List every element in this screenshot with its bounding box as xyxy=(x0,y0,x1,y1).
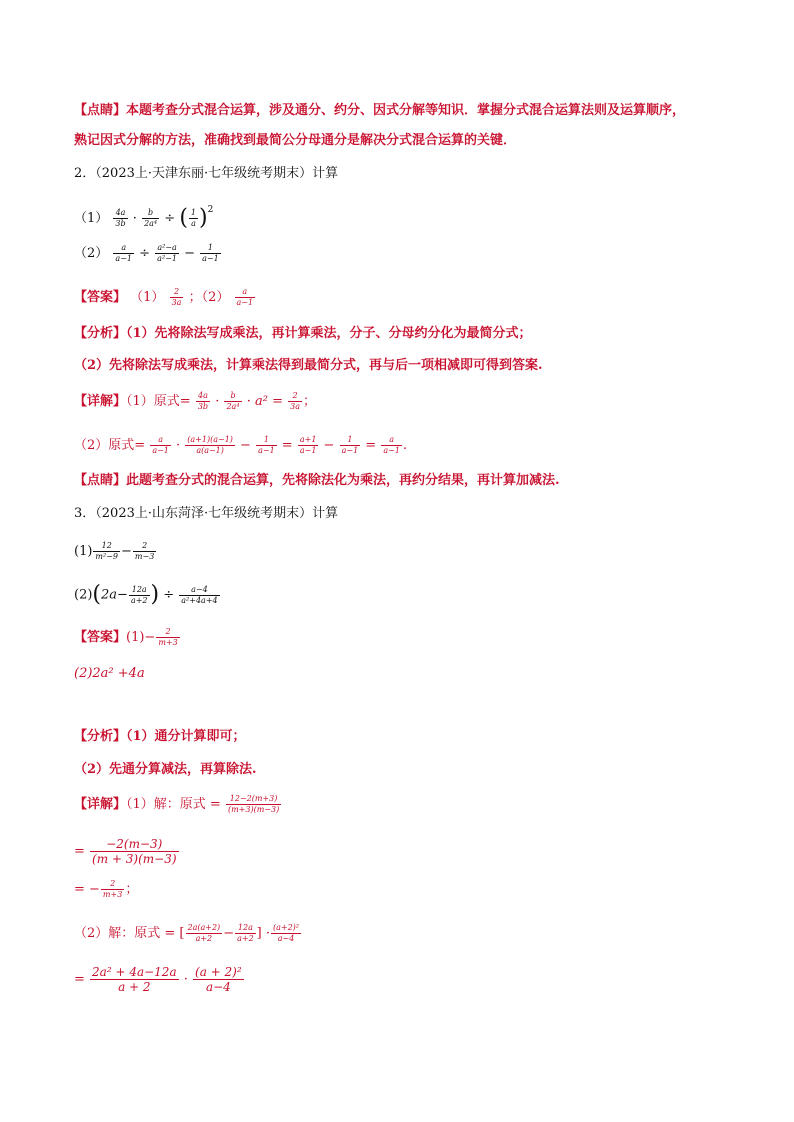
q2-analysis-line1: 【分析】（1）先将除法写成乘法，再计算乘法，分子、分母约分化为最简分式； xyxy=(74,326,532,341)
q2-detail-2: （2）原式= $\frac{a}{a-1}$ · $\frac{(a+1)(a-1)}{a(a-1)}$ − $\frac{1}{a-1}$ = $\frac{a+1}{a-1}$ − $\frac{1}{a-1}$ = $\frac{a}{a-1}$ . xyxy=(74,435,408,455)
q2-p2-frac2: $\frac{\text{a²−a}}{\text{a²−1}}$ xyxy=(157,243,177,263)
q2-part2: （2） $\frac{a}{a-1}$ ÷ $\frac{\text{a²−a}}{\text{a²−1}}$ − $\frac{1}{a-1}$ xyxy=(74,243,219,263)
q3-detail-2: = $\frac{-2(m-3)}{(m + 3)(m-3)}$ xyxy=(74,837,177,866)
q2-part2-label: （2） xyxy=(74,246,109,261)
q2-detail-1: 【详解】（1）原式= $\frac{4a}{3b}$ · $\frac{b}{\text{2a⁴}}$ · a² = $\frac{2}{3a}$ ； xyxy=(74,391,316,411)
dianjing-tag: 【点睛】 xyxy=(74,103,127,118)
q3-part1: (1) $\frac{12}{\text{m²−9}}$ − $\frac{2}{m-3}$ xyxy=(74,541,155,561)
q3-detail-4: （2）解：原式 = [ $\frac{2a(a+2)}{a+2}$ − $\frac{12a}{a+2}$ ] · $\frac{\text{(a+2)²}}{a-4}$ xyxy=(74,923,300,943)
q2-p2-frac3: $\frac{1}{a-1}$ xyxy=(202,243,219,263)
q3-detail-1: 【详解】（1）解：原式 = $\frac{12-2(m+3)}{(m+3)(m-3)}$ xyxy=(74,794,280,814)
q2-p1-dot: · xyxy=(132,211,137,226)
q2-p1-div: ÷ xyxy=(164,211,176,226)
q2-part1-label: （1） xyxy=(74,211,109,226)
dianjing-paragraph-line1 xyxy=(74,101,685,121)
q3-analysis-tag: 【分析】 xyxy=(74,729,127,744)
dianjing-text-b: 熟记因式分解的方法，准确找到最简公分母通分是解决分式混合运算的关键． xyxy=(74,133,517,148)
q3-title: 3．（2023上·山东菏泽·七年级统考期末）计算 xyxy=(74,506,339,521)
q2-dianjing-tag: 【点睛】 xyxy=(74,473,127,488)
q2-detail-tag: 【详解】 xyxy=(74,394,127,409)
q3-detail-tag: 【详解】 xyxy=(74,797,127,812)
q2-p1-frac2: $\frac{b}{\text{2a⁴}}$ xyxy=(144,208,158,228)
q2-p1-frac3: $\frac{1}{a}$ xyxy=(190,208,197,228)
q2-answer: 【答案】 （1） $\frac{2}{3a}$ ；（2） $\frac{a}{a-1}$ xyxy=(74,287,254,307)
dianjing-paragraph-line2 xyxy=(74,131,516,151)
q3-answer-1: 【答案】(1)− $\frac{2}{m+3}$ xyxy=(74,627,178,647)
q2-analysis-line2: （2）先将除法写成乘法，计算乘法得到最简分式，再与后一项相减即可得到答案. xyxy=(74,358,543,373)
q3-analysis-line2: （2）先通分算减法，再算除法. xyxy=(74,762,257,777)
q2-answer-frac2: $\frac{a}{a-1}$ xyxy=(236,287,254,307)
q3-detail-3: = − $\frac{2}{m+3}$ ； xyxy=(74,879,139,899)
q2-answer-frac1: $\frac{2}{3a}$ xyxy=(171,287,182,307)
dianjing-text-a: 本题考查分式混合运算，涉及通分、约分、因式分解等知识．掌握分式混合运算法则及运算顺序， xyxy=(126,103,686,118)
q2-title: 2．（2023上·天津东丽·七年级统考期末）计算 xyxy=(74,166,339,181)
q2-p1-exp: 2 xyxy=(207,205,214,215)
q2-answer-tag: 【答案】 xyxy=(74,290,127,305)
q3-detail-5: = $\frac{\text{2a² + 4a−12a}}{a + 2}$ · $\frac{\text{(a + 2)²}}{a-4}$ xyxy=(74,965,242,994)
q2-dianjing: 【点睛】此题考查分式的混合运算，先将除法化为乘法，再约分结果，再计算加减法. xyxy=(74,473,560,488)
q3-analysis-line1: 【分析】（1）通分计算即可； xyxy=(74,729,246,744)
q3-part2: (2)(2a− $\frac{12a}{a+2}$ ) ÷ $\frac{a-4}{\text{a²+4a+4}}$ xyxy=(74,582,218,607)
q3-answer-2: (2)2a² +4a xyxy=(74,666,145,681)
q2-part1: （1） $\frac{4a}{3b}$ · $\frac{b}{\text{2a⁴}}$ ÷ ( $\frac{1}{a}$ )$^2$ xyxy=(74,205,214,231)
q2-analysis-tag: 【分析】 xyxy=(74,326,127,341)
q2-p2-frac1: $\frac{a}{a-1}$ xyxy=(115,243,132,263)
q2-p1-frac1: $\frac{4a}{3b}$ xyxy=(115,208,126,228)
q3-answer-tag: 【答案】 xyxy=(74,630,127,645)
